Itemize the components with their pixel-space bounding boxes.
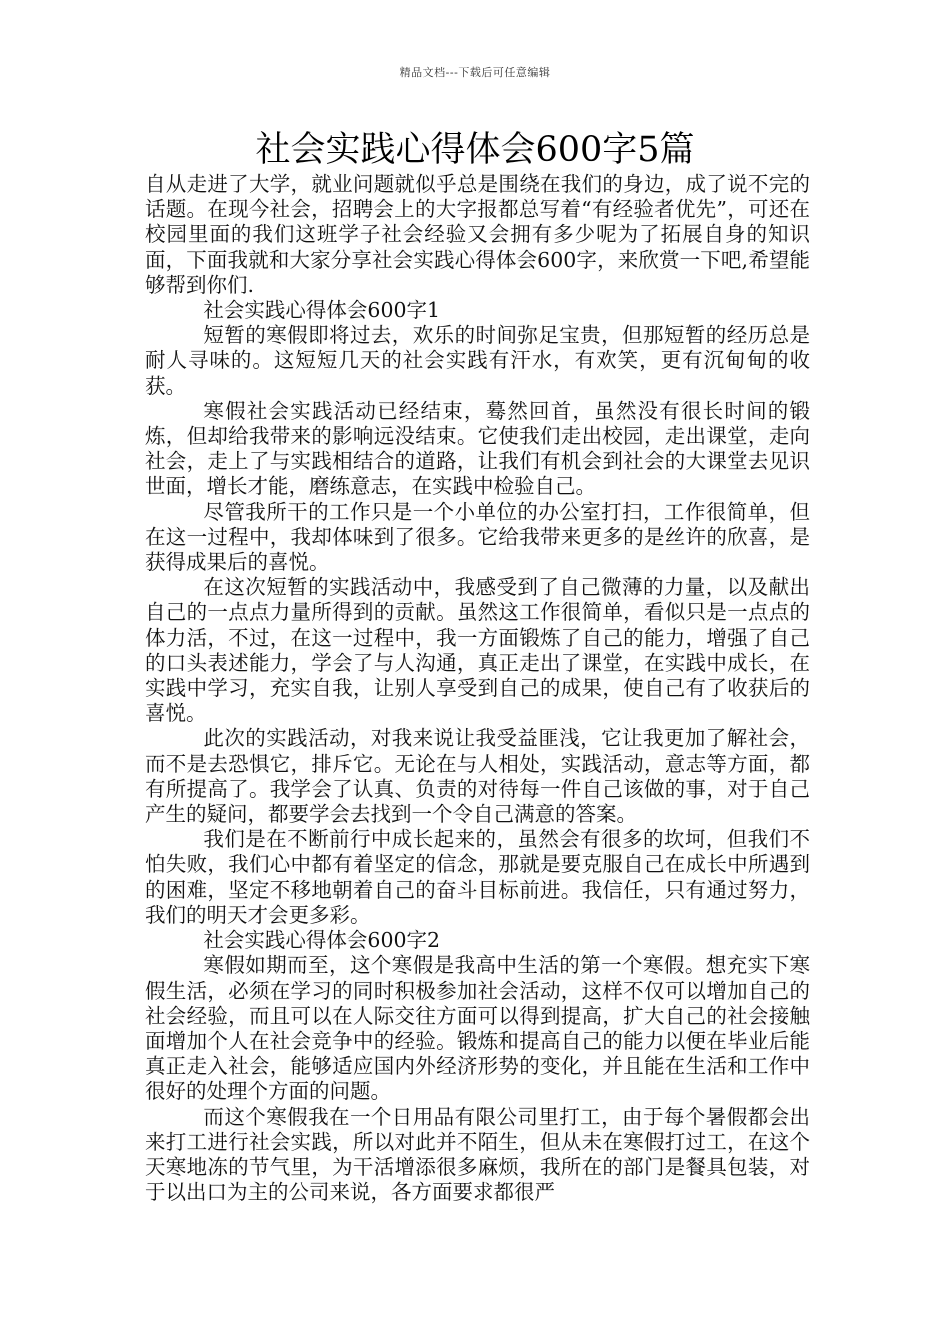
- body-paragraph: 此次的实践活动，对我来说让我受益匪浅，它让我更加了解社会，而不是去恐惧它，排斥它。无论在与人相处，实践活动，意志等方面，都有所提高了。我学会了认真、负责的对待每一件自己该做的事，对于自己产生的疑问，都要学会去找到一个令自己满意的答案。: [145, 726, 810, 827]
- body-paragraph: 我们是在不断前行中成长起来的，虽然会有很多的坎坷，但我们不怕失败，我们心中都有着坚定的信念，那就是要克服自己在成长中所遇到的困难，坚定不移地朝着自己的奋斗目标前进。我信任，只有通过努力，我们的明天才会更多彩。: [145, 827, 810, 927]
- document-title: 社会实践心得体会600字5篇: [255, 130, 695, 170]
- section-heading-2: 社会实践心得体会600字2: [203, 928, 441, 953]
- document-body: [145, 172, 810, 1205]
- header-note: 精品文档---下载后可任意编辑: [399, 66, 551, 79]
- section-heading-1: 社会实践心得体会600字1: [203, 298, 441, 323]
- intro-paragraph: 自从走进了大学，就业问题就似乎总是围绕在我们的身边，成了说不完的话题。在现今社会，招聘会上的大字报都总写着“有经验者优先”，可还在校园里面的我们这班学子社会经验又会拥有多少呢为了拓展自身的知识面，下面我就和大家分享社会实践心得体会600字，来欣赏一下吧,希望能够帮到你们.: [145, 172, 810, 297]
- body-paragraph: 而这个寒假我在一个日用品有限公司里打工，由于每个暑假都会出来打工进行社会实践，所以对此并不陌生，但从未在寒假打过工，在这个天寒地冻的节气里，为干活增添很多麻烦，我所在的部门是餐具包装，对于以出口为主的公司来说，各方面要求都很严: [145, 1104, 810, 1205]
- body-paragraph: 寒假社会实践活动已经结束，蓦然回首，虽然没有很长时间的锻炼，但却给我带来的影响远没结束。它使我们走出校园，走出课堂，走向社会，走上了与实践相结合的道路，让我们有机会到社会的大课堂去见识世面，增长才能，磨练意志，在实践中检验自己。: [145, 398, 810, 499]
- body-paragraph: 尽管我所干的工作只是一个小单位的办公室打扫，工作很简单，但在这一过程中，我却体味到了很多。它给我带来更多的是丝许的欣喜，是获得成果后的喜悦。: [145, 499, 810, 575]
- body-paragraph: 寒假如期而至，这个寒假是我高中生活的第一个寒假。想充实下寒假生活，必须在学习的同时积极参加社会活动，这样不仅可以增加自己的社会经验，而且可以在人际交往方面可以得到提高，扩大自己的社会接触面增加个人在社会竞争中的经验。锻炼和提高自己的能力以便在毕业后能真正走入社会，能够适应国内外经济形势的变化，并且能在生活和工作中很好的处理个方面的问题。: [145, 953, 810, 1104]
- body-paragraph: 在这次短暂的实践活动中，我感受到了自己微薄的力量，以及献出自己的一点点力量所得到的贡献。虽然这工作很简单，看似只是一点点的体力活，不过，在这一过程中，我一方面锻炼了自己的能力，增强了自己的口头表述能力，学会了与人沟通，真正走出了课堂，在实践中成长，在实践中学习，充实自我，让别人享受到自己的成果，使自己有了收获后的喜悦。: [145, 575, 810, 726]
- body-paragraph: 短暂的寒假即将过去，欢乐的时间弥足宝贵，但那短暂的经历总是耐人寻味的。这短短几天的社会实践有汗水，有欢笑，更有沉甸甸的收获。: [145, 323, 810, 398]
